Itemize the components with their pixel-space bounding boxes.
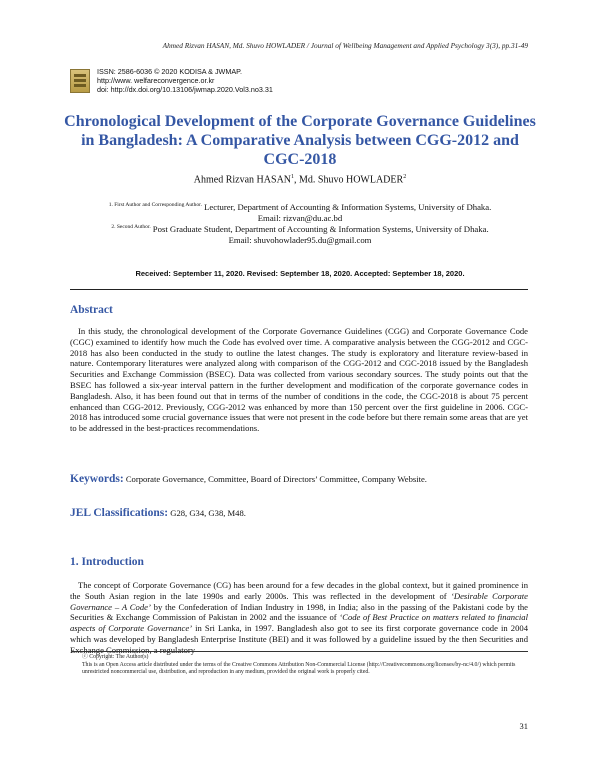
introduction-heading: 1. Introduction (70, 556, 144, 568)
introduction-paragraph (70, 580, 528, 656)
affiliation-2-label: 2. Second Author. (111, 224, 151, 230)
affiliation-2-text: Post Graduate Student, Department of Accounting & Information Systems, University of Dhaka. (152, 223, 489, 234)
paper-title: Chronological Development of the Corporate Governance Guidelines in Bangladesh: A Comparative Analysis between CGG-2012 and CGC-2018 (64, 113, 536, 168)
abstract-text: In this study, the chronological development of the Corporate Governance Guidelines (CGG) and Corporate Governance Code (CGC) examined to identify how much the Code has evolved over time. A comparative analysis between the CGG-2012 and CGC-2018 has also been conducted in the study to outline the latest changes. The study is exploratory and literature review-based in nature. Contemporary literatures were analyzed along with comparison of the CGG-2012 and CGC-2018 issued by the Bangladesh Securities and Exchange Commission (BSEC). Data was collected from various secondary sources. The study points out that the BSEC has followed a six-year interval pattern in the further development and modification of the corporate governance codes in Bangladesh. Also, it has been found out that in terms of the number of conditions in the code, the CGC-2018 is about 75 percent enhanced than CGG-2012. Previously, CGG-2012 was enhanced by more than 150 percent over the first guideline in 2006. CGC-2018 has introduced some crucial governance issues that were not present in the code before but there remain some areas that are yet to be addressed in the best-practices recommendations. (70, 326, 528, 434)
issn-line: ISSN: 2586-6036 © 2020 KODISA & JWMAP. (97, 67, 242, 76)
running-head: Ahmed Rizvan HASAN, Md. Shuvo HOWLADER / Journal of Wellbeing Management and Applied Psychology 3(3), pp.31-49 (162, 41, 528, 50)
author-2-sup: 2 (403, 174, 407, 180)
header-divider (70, 289, 528, 290)
keywords (70, 473, 528, 485)
journal-url[interactable]: http://www. welfareconvergence.or.kr (97, 76, 215, 86)
journal-logo-icon (70, 69, 90, 93)
affiliation-2 (60, 222, 540, 247)
intro-text-2: by the Confederation of Indian Industry in 1998, in India; also in the passing of the Pakistani code by the Securities & Exchange Commission of Pakistan in 2002 and the issuance of (70, 601, 528, 623)
page-number: 31 (519, 721, 528, 731)
received-dates: Received: September 11, 2020. Revised: September 18, 2020. Accepted: September 18, 2020. (135, 269, 465, 278)
intro-text-3: in Sri Lanka, in 1997. Bangladesh also got to see its first corporate governance code in 2004 which was developed by Bangladesh Enterprise Institute (BEI) and it was followed by a guideline issued by the then Securities and Exchange Commission, a regulatory (70, 623, 528, 655)
footnote-divider (72, 651, 528, 652)
keywords-text: Corporate Governance, Committee, Board of Directors’ Committee, Company Website. (123, 474, 427, 484)
author-1: Ahmed Rizvan HASAN (193, 174, 292, 186)
intro-italic-2: ‘Code of Best Practice on matters related to financial aspects of Corporate Governance’ (70, 612, 528, 634)
affiliation-2-email[interactable]: Email: shuvohowlader95.du@gmail.com (228, 235, 372, 246)
doi-line[interactable]: doi: http://dx.doi.org/10.13106/jwmap.2020.Vol3.no3.31 (97, 85, 273, 95)
affiliation-1-email[interactable]: Email: rizvan@du.ac.bd (257, 213, 343, 224)
affiliation-1-label: 1. First Author and Corresponding Author. (108, 202, 203, 208)
abstract-heading: Abstract (70, 304, 113, 316)
author-line (60, 174, 540, 185)
intro-text-1: The concept of Corporate Governance (CG) has been around for a few decades in the global context, but it gained prominence in the South Asian region in the late 1990s and early 2000s. This was reflected in the development of (70, 580, 528, 601)
author-1-sup: 1 (291, 174, 295, 180)
jel-classifications (70, 507, 528, 519)
journal-meta (70, 67, 370, 101)
footnote (82, 654, 528, 677)
affiliation-1-text: Lecturer, Department of Accounting & Information Systems, University of Dhaka. (204, 201, 492, 212)
license-text: This is an Open Access article distributed under the terms of the Creative Commons Attribution Non-Commercial License (http://Creativecommons.org/licenses/by-nc/4.0/) which permits unrestricted noncommercial use, distribution, and reproduction in any medium, provided the original work is properly cited. (82, 661, 516, 676)
author-2: Md. Shuvo HOWLADER (299, 174, 404, 186)
jel-text: G28, G34, G38, M48. (168, 508, 246, 518)
intro-italic-1: ‘Desirable Corporate Governance – A Code’ (70, 590, 528, 612)
keywords-heading: Keywords: (70, 473, 124, 485)
copyright-line: ⓒ Copyright: The Author(s) (82, 654, 149, 660)
jel-heading: JEL Classifications: (70, 507, 169, 519)
author-separator: , (294, 174, 300, 186)
